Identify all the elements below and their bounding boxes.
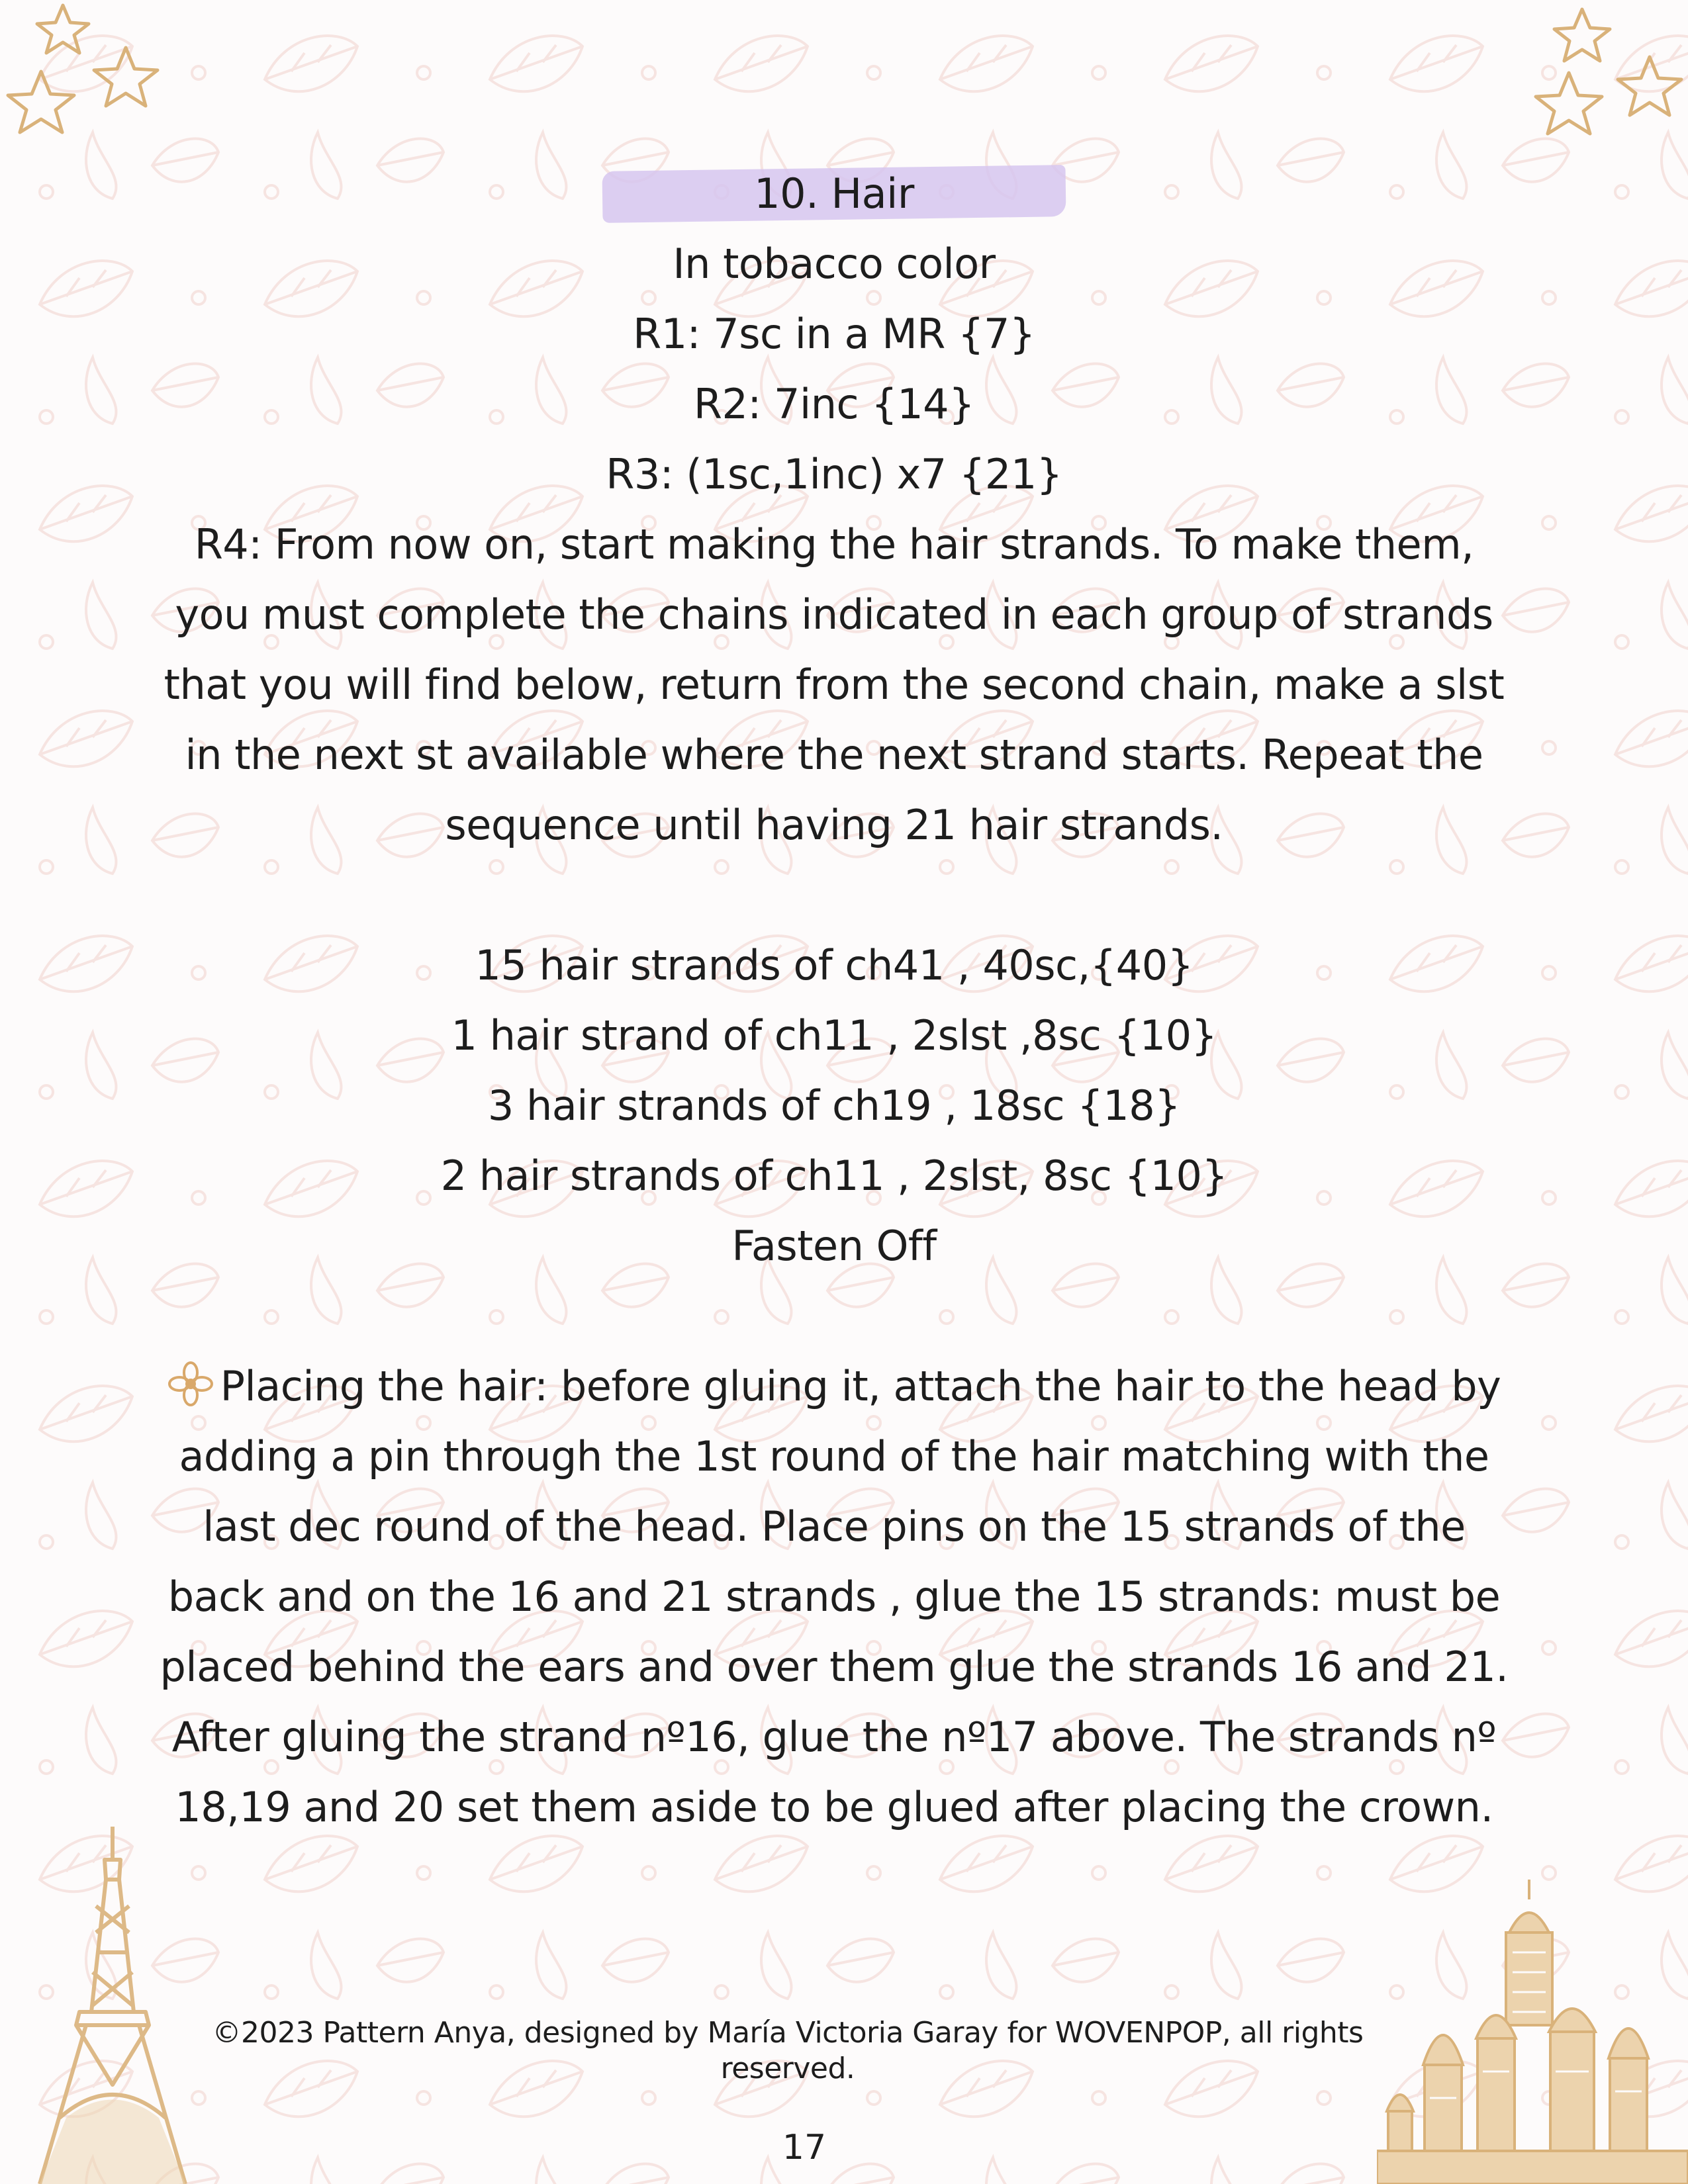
page-number: 17	[782, 2128, 827, 2167]
round-3: R3: (1sc,1inc) x7 {21}	[606, 450, 1062, 498]
fasten-off: Fasten Off	[731, 1222, 937, 1270]
saint-basil-cathedral-icon	[1377, 1873, 1688, 2184]
title-block	[152, 159, 1516, 229]
strand-group-2: 1 hair strand of ch11 , 2slst ,8sc {10}	[451, 1011, 1217, 1060]
after-gluing-paragraph: After gluing the strand nº16, glue the nº17 above. The strands nº 18,19 and 20 set them aside to be glued after placing the crown.	[171, 1713, 1497, 1831]
strand-group-4: 2 hair strands of ch11 , 2slst, 8sc {10}	[440, 1152, 1228, 1200]
pattern-section	[152, 159, 1516, 1843]
copyright-footer: ©2023 Pattern Anya, designed by María Victoria Garay for WOVENPOP, all rights reserved.	[212, 2016, 1364, 2085]
section-title: 10. Hair	[754, 169, 914, 218]
strand-group-1: 15 hair strands of ch41 , 40sc,{40}	[475, 941, 1194, 989]
placing-hair-paragraph	[152, 1351, 1516, 1702]
strand-group-3: 3 hair strands of ch19 , 18sc {18}	[487, 1081, 1181, 1130]
stars-top-right-icon	[1503, 0, 1688, 159]
placing-hair-text: Placing the hair: before gluing it, attach the hair to the head by adding a pin through the 1st round of the hair matching with the last dec round of the head. Place pins on the 15 strands of the back and on the 16 and 21 strands , glue the 15 strands: must be placed behind the ears and over them glue the strands 16 and 21.	[160, 1362, 1509, 1691]
color-instruction: In tobacco color	[673, 240, 996, 288]
stars-top-left-icon	[0, 0, 172, 152]
round-2: R2: 7inc {14}	[693, 380, 975, 428]
eiffel-tower-icon	[13, 1820, 212, 2184]
round-4-instructions: R4: From now on, start making the hair strands. To make them, you must complete the chains indicated in each group of strands that you will find below, return from the second chain, make a slst in the next st available where the next strand starts. Repeat the sequence until having 21 hair strands.	[164, 520, 1505, 849]
round-1: R1: 7sc in a MR {7}	[633, 310, 1035, 358]
flower-icon	[167, 1361, 214, 1407]
